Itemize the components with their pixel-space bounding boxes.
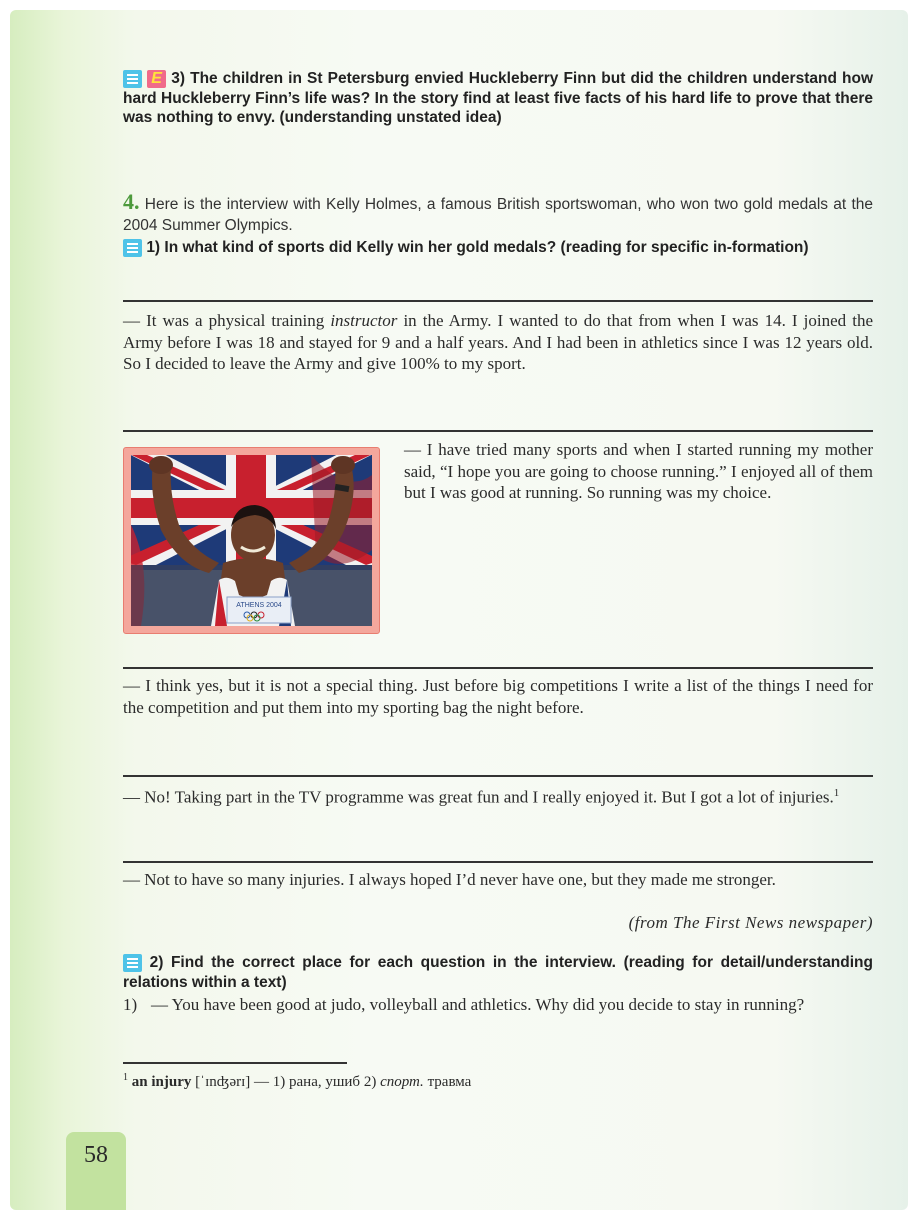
footnote-transcription: [ˈɪnʤərɪ] [195, 1074, 251, 1090]
task-3-body: The children in St Petersburg envied Huckleberry Finn but did the children understand how hard Huckleberry Finn’s life was? In the story find at least five facts of his hard life to prove that there was nothing to envy. (understanding unstated idea) [123, 70, 874, 126]
exercise-number: 4. [123, 189, 140, 214]
question-1-text: 1) In what kind of sports did Kelly win her gold medals? (reading for specific in-formation) [146, 239, 809, 256]
page-number: 58 [84, 1142, 108, 1168]
exercise-4-intro [123, 191, 873, 236]
footnote-sense-1: — 1) рана, ушиб [254, 1074, 361, 1090]
footnote [123, 1072, 873, 1091]
footnote-rule [123, 1062, 347, 1064]
footnote-label: спорт. [380, 1074, 424, 1090]
source-text: (from The First News newspaper) [628, 913, 873, 932]
question-2 [123, 953, 873, 992]
answer-4 [123, 783, 873, 808]
answer-1-emphasis: instructor [330, 311, 398, 330]
e-icon: E [147, 70, 166, 88]
footnote-word: an injury [131, 1074, 192, 1090]
question-item-number: 1) [123, 995, 138, 1014]
photo-illustration [131, 455, 372, 626]
answer-line [123, 430, 873, 432]
list-icon [123, 239, 142, 257]
answer-line [123, 300, 873, 302]
answer-2 [404, 439, 873, 504]
answer-line [123, 667, 873, 669]
footnote-sense-2: травма [427, 1074, 472, 1090]
answer-4-text: — No! Taking part in the TV programme was great fun and I really enjoyed it. But I got a lot of injuries. [123, 787, 834, 807]
list-icon [123, 70, 142, 88]
list-icon [123, 954, 142, 972]
kelly-holmes-photo-frame [123, 447, 380, 634]
answer-line [123, 775, 873, 777]
answer-line [123, 861, 873, 863]
textbook-page [10, 10, 908, 1210]
answer-5 [123, 869, 873, 891]
answer-3-text: — I think yes, but it is not a special thing. Just before big competitions I write a list of the things I need for the competition and put them into my sporting bag the night before. [123, 676, 873, 717]
answer-1-text-rest: in the Army. I wanted to do that from when I was 14. I joined the Army before I was 18 and stayed for 9 and a half years. And I had been in athletics since I was 12 years old. So I decided to leave the Army and give 100% to my sport. [123, 311, 873, 373]
photo-bib-text: ATHENS 2004 [236, 602, 282, 609]
footnote-number: 1 [123, 1072, 128, 1083]
kelly-holmes-photo [131, 455, 372, 626]
question-1 [123, 238, 873, 258]
page-number-tab [66, 1132, 126, 1210]
answer-1 [123, 310, 873, 375]
exercise-intro-text: Here is the interview with Kelly Holmes, a famous British sportswoman, who won two gold medals at the 2004 Summer Olympics. [123, 196, 873, 234]
answer-5-text: — Not to have so many injuries. I always hoped I’d never have one, but they made me stronger. [123, 870, 776, 889]
answer-3 [123, 675, 873, 718]
question-2-text: 2) Find the correct place for each question in the interview. (reading for detail/understanding relations within a text) [123, 954, 873, 991]
task-3-text: 3) [171, 70, 186, 87]
footnote-marker: 1 [833, 787, 840, 799]
answer-2-text: — I have tried many sports and when I started running my mother said, “I hope you are going to choose running.” I enjoyed all of them but I was good at running. So running was my choice. [404, 440, 873, 502]
question-list-item-1 [123, 994, 873, 1016]
source-credit [423, 912, 873, 934]
task-3 [123, 69, 873, 128]
footnote-sense-2-number: 2) [363, 1074, 377, 1090]
question-item-text: — You have been good at judo, volleyball and athletics. Why did you decide to stay in running? [151, 995, 805, 1014]
answer-1-text: — It was a physical training [123, 311, 331, 330]
